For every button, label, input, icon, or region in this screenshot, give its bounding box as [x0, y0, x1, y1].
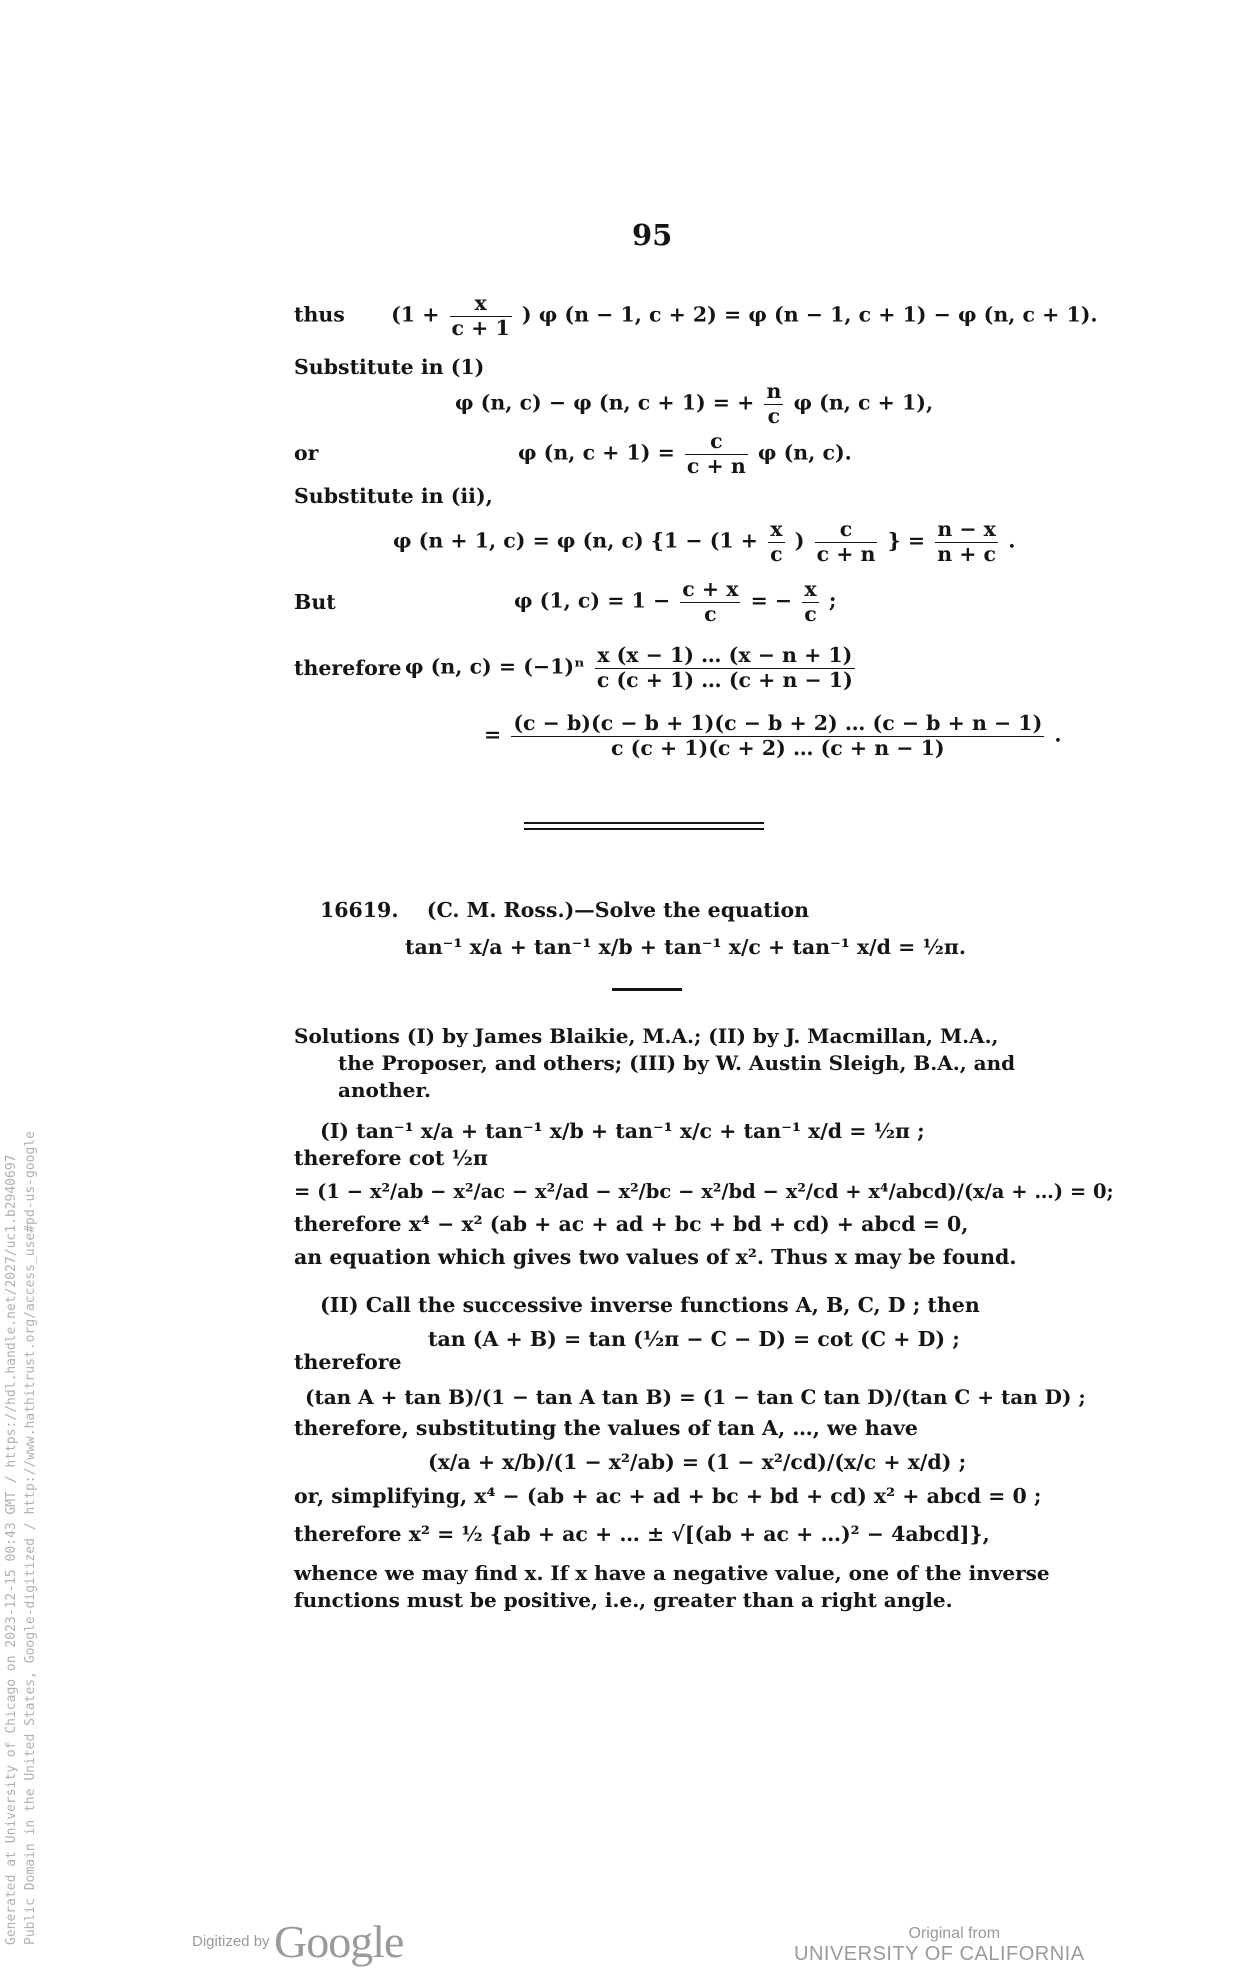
digitized-by-google	[192, 1915, 403, 1968]
problem-equation: tan⁻¹ x/a + tan⁻¹ x/b + tan⁻¹ x/c + tan⁻¹ x/d = ½π.	[405, 935, 966, 959]
equation-5: φ (n, c) = (−1)ⁿ $\frac{x (x - 1) \dots (x - n + 1)}{c (c + 1) \dots (c + n - 1)}$	[405, 643, 853, 692]
solution-1-line-4: therefore x⁴ − x² (ab + ac + ad + bc + bd + cd) + abcd = 0,	[294, 1212, 969, 1236]
institution-name: UNIVERSITY OF CALIFORNIA	[794, 1943, 1085, 1965]
solution-2-line-1: (II) Call the successive inverse functions A, B, C, D ; then	[320, 1293, 980, 1317]
watermark-line-1: Generated at University of Chicago on 2023-12-15 00:43 GMT / https://hdl.handle.net/2027/uc1.b2940697	[4, 1154, 19, 1945]
solution-2-line-10: functions must be positive, i.e., greater than a right angle.	[294, 1588, 953, 1612]
solution-2-line-3: therefore	[294, 1350, 402, 1374]
but-label: But	[294, 590, 336, 614]
solution-2-line-8: therefore x² = ½ {ab + ac + … ± √[(ab + ac + …)² − 4abcd]},	[294, 1522, 990, 1546]
or-label: or	[294, 441, 319, 465]
equation-1: φ (n, c) − φ (n, c + 1) = + $\frac{n}{c}$ φ (n, c + 1),	[455, 379, 934, 428]
solutions-header-1: Solutions (I) by James Blaikie, M.A.; (II) by J. Macmillan, M.A.,	[294, 1024, 999, 1048]
solution-2-line-5: therefore, substituting the values of tan A, …, we have	[294, 1416, 918, 1440]
thus-fraction: $\frac{x}{c + 1}$	[451, 291, 510, 340]
solution-2-line-2: tan (A + B) = tan (½π − C − D) = cot (C + D) ;	[428, 1327, 960, 1351]
problem-heading	[320, 898, 809, 923]
thus-rest: ) φ (n − 1, c + 2) = φ (n − 1, c + 1) − φ (n, c + 1).	[521, 302, 1098, 327]
digitized-by-label: Digitized by	[192, 1933, 270, 1950]
equation-2: φ (n, c + 1) = $\frac{c}{c + n}$ φ (n, c).	[518, 429, 852, 478]
problem-number: 16619.	[320, 898, 399, 922]
equation-4: φ (1, c) = 1 − $\frac{c + x}{c}$ = − $\frac{x}{c}$ ;	[514, 577, 837, 626]
solution-1-line-5: an equation which gives two values of x². Thus x may be found.	[294, 1245, 1017, 1269]
google-logo: Google	[274, 1916, 404, 1967]
equation-3: φ (n + 1, c) = φ (n, c) {1 − (1 + $\frac{x}{c}$ ) $\frac{c}{c + n}$ } = $\frac{n - x}{n + c}$ .	[393, 517, 1016, 566]
section-rule-bottom	[524, 828, 764, 830]
solutions-header-2: the Proposer, and others; (III) by W. Austin Sleigh, B.A., and	[338, 1051, 1016, 1075]
thus-label: thus	[294, 302, 345, 327]
problem-author: (C. M. Ross.)—Solve the equation	[426, 898, 810, 922]
section-rule-top	[524, 822, 764, 824]
page-number: 95	[632, 218, 673, 252]
solution-1-line-3: = (1 − x²/ab − x²/ac − x²/ad − x²/bc − x²/bd − x²/cd + x⁴/abcd)/(x/a + …) = 0;	[294, 1180, 1114, 1203]
solution-2-line-6: (x/a + x/b)/(1 − x²/ab) = (1 − x²/cd)/(x/c + x/d) ;	[428, 1450, 967, 1474]
original-from	[794, 1925, 1085, 1966]
solution-1-line-1: (I) tan⁻¹ x/a + tan⁻¹ x/b + tan⁻¹ x/c + tan⁻¹ x/d = ½π ;	[320, 1119, 925, 1143]
substitute-2-label: Substitute in (ii),	[294, 484, 493, 508]
solution-1-line-2: therefore cot ½π	[294, 1146, 488, 1170]
solution-2-line-4: (tan A + tan B)/(1 − tan A tan B) = (1 − tan C tan D)/(tan C + tan D) ;	[305, 1385, 1086, 1409]
access-watermark	[2, 1131, 40, 1945]
therefore-label: therefore	[294, 656, 402, 680]
equation-6: = $\frac{(c - b)(c - b + 1)(c - b + 2) \dots (c - b + n - 1)}{c (c + 1)(c + 2) \dots (c + n - 1)}$ .	[484, 711, 1062, 760]
substitute-1-label: Substitute in (1)	[294, 355, 485, 379]
original-from-label: Original from	[908, 1925, 1001, 1942]
problem-rule	[612, 988, 682, 991]
solution-2-line-7: or, simplifying, x⁴ − (ab + ac + ad + bc + bd + cd) x² + abcd = 0 ;	[294, 1484, 1042, 1508]
equation-thus	[294, 292, 1098, 340]
watermark-line-2: Public Domain in the United States, Google-digitized / http://www.hathitrust.org/access_use#pd-us-google	[23, 1131, 38, 1945]
thus-open: (1 +	[391, 302, 440, 327]
solution-2-line-9: whence we may find x. If x have a negative value, one of the inverse	[294, 1561, 1050, 1585]
solutions-header-3: another.	[338, 1078, 432, 1102]
